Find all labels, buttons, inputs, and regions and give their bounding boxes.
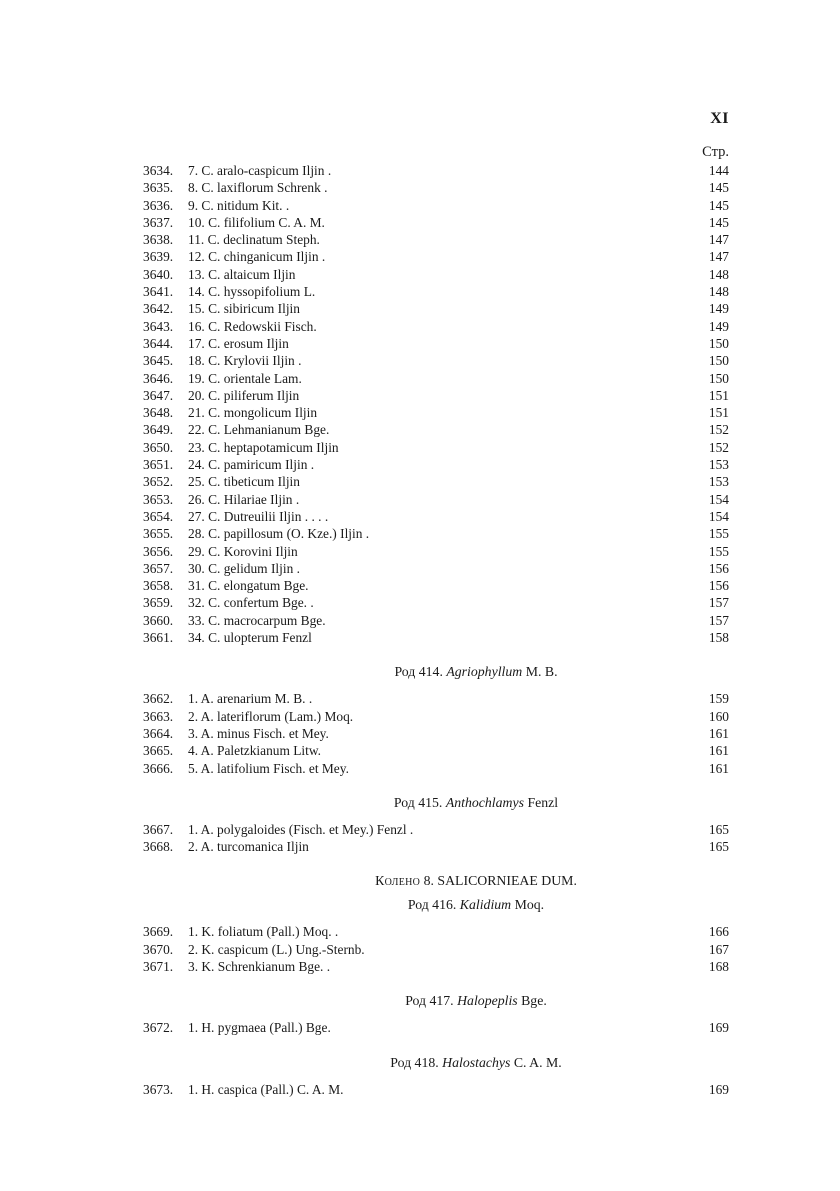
entry-page: 151 [708,405,729,421]
entry-number: 3637. [143,214,174,230]
entry-page: 160 [708,708,729,724]
entry-page: 150 [708,370,729,386]
index-entry [143,370,729,387]
entry-page: 157 [708,595,729,611]
index-entry [143,179,729,196]
entry-page: 151 [708,387,729,403]
entry-number: 3665. [143,743,174,759]
index-entry [143,725,729,742]
entry-page: 165 [708,821,729,837]
index-entry [143,491,729,508]
entry-name: 2. A. turcomanica Iljin [188,839,309,855]
entry-number: 3634. [143,163,174,178]
entry-name: 3. A. minus Fisch. et Mey. [188,725,329,741]
entry-page: 159 [708,691,729,707]
entry-name: 4. A. Paletzkianum Litw. [188,743,322,759]
entry-name: 1. A. arenarium M. B. . [188,691,313,707]
entry-name: 16. C. Redowskii Fisch. [188,318,317,334]
entry-name: 2. K. caspicum (L.) Ung.-Sternb. [188,941,365,957]
entry-number: 3652. [143,474,174,490]
index-entry [143,525,729,542]
entry-page: 167 [708,941,729,957]
entry-page: 147 [708,249,729,265]
genus-author: Moq. [514,897,545,913]
entry-name: 9. C. nitidum Kit. . [188,197,290,213]
entry-page: 155 [708,526,729,542]
entry-page: 153 [708,474,729,490]
entry-name: 28. C. papillosum (O. Kze.) Iljin . [188,526,370,542]
entry-page: 169 [708,1020,729,1036]
entry-number: 3649. [143,422,174,438]
entry-page: 169 [708,1081,729,1097]
entry-page: 157 [708,612,729,628]
entry-name: 3. K. Schrenkianum Bge. . [188,958,331,974]
genus-heading [183,664,769,680]
entry-page: 158 [708,630,729,646]
index-entry [143,421,729,438]
genus-author: Bge. [521,993,547,1009]
entry-number: 3646. [143,370,174,386]
entry-number: 3661. [143,630,174,646]
entry-page: 144 [708,163,729,178]
genus-name: Agriophyllum [446,664,523,680]
entry-number: 3654. [143,508,174,524]
entry-page: 156 [708,560,729,576]
index-entry [143,958,729,975]
genus-author: Fenzl [527,794,559,810]
entry-name: 30. C. gelidum Iljin . [188,560,300,576]
entry-number: 3642. [143,301,174,317]
entry-number: 3664. [143,725,174,741]
genus-heading [183,897,769,913]
index-entry [143,923,729,940]
entry-number: 3648. [143,405,174,421]
entry-number: 3638. [143,232,174,248]
entry-number: 3643. [143,318,174,334]
entry-number: 3639. [143,249,174,265]
entry-page: 161 [708,743,729,759]
index-entry [143,742,729,759]
index-entry [143,335,729,352]
tribe-name: 8. SALICORNIEAE DUM. [423,873,577,889]
entry-page: 161 [708,760,729,776]
entry-page: 147 [708,232,729,248]
entry-name: 20. C. piliferum Iljin [188,387,300,403]
index-entry [143,838,729,855]
entry-number: 3673. [143,1081,174,1097]
index-entry [143,266,729,283]
entry-name: 13. C. altaicum Iljin [188,266,296,282]
entry-name: 25. C. tibeticum Iljin [188,474,300,490]
index-entry [143,594,729,611]
entry-number: 3657. [143,560,174,576]
entry-number: 3669. [143,924,174,940]
index-entry [143,543,729,560]
genus-name: Anthochlamys [445,794,524,810]
index-entry [143,318,729,335]
genus-prefix: Род 414. [394,664,443,680]
entry-number: 3641. [143,284,174,300]
index-section [143,873,729,975]
entry-number: 3645. [143,353,174,369]
entry-number: 3659. [143,595,174,611]
index-entry [143,560,729,577]
genus-name: Kalidium [459,897,512,913]
entry-number: 3670. [143,941,174,957]
index-entry [143,577,729,594]
genus-heading [183,993,769,1009]
tribe-label: Колено [375,873,421,889]
genus-name: Halostachys [442,1054,511,1070]
entry-page: 168 [708,958,729,974]
index-entry [143,162,729,179]
index-entry [143,197,729,214]
entry-page: 148 [708,266,729,282]
genus-heading [183,1055,769,1071]
entry-number: 3650. [143,439,174,455]
tribe-heading [183,873,769,889]
index-entry [143,248,729,265]
entry-number: 3656. [143,543,174,559]
index-section [143,795,729,856]
entry-name: 31. C. elongatum Bge. [188,578,309,594]
entry-page: 149 [708,301,729,317]
index-entry [143,612,729,629]
entry-name: 34. C. ulopterum Fenzl [188,630,312,646]
entry-name: 22. C. Lehmanianum Bge. [188,422,330,438]
entry-number: 3672. [143,1020,174,1036]
entry-page: 154 [708,508,729,524]
entry-name: 1. H. caspica (Pall.) C. A. M. [188,1081,344,1097]
genus-heading [183,795,769,811]
entry-name: 32. C. confertum Bge. . [188,595,314,611]
entry-name: 7. C. aralo-caspicum Iljin . [188,163,332,178]
entry-name: 1. K. foliatum (Pall.) Moq. . [188,924,339,940]
entry-number: 3635. [143,180,174,196]
entry-name: 10. C. filifolium C. A. M. [188,214,325,230]
genus-prefix: Род 416. [407,897,457,913]
entry-page: 155 [708,543,729,559]
genus-prefix: Род 417. [405,993,454,1009]
entry-page: 150 [708,353,729,369]
entry-number: 3653. [143,491,174,507]
entry-page: 145 [708,214,729,230]
entry-number: 3651. [143,457,174,473]
index-entry [143,760,729,777]
genus-author: M. B. [525,664,558,680]
index-section [143,1055,729,1098]
index-entry [143,456,729,473]
entry-number: 3658. [143,578,174,594]
entry-page: 154 [708,491,729,507]
entry-page: 156 [708,578,729,594]
entry-name: 15. C. sibiricum Iljin [188,301,300,317]
index-section [143,664,729,776]
entry-number: 3666. [143,760,174,776]
entry-name: 19. C. orientale Lam. [188,370,302,386]
index-entry [143,231,729,248]
genus-name: Halopeplis [457,993,518,1009]
index-entry [143,629,729,646]
entry-number: 3668. [143,839,174,855]
entry-name: 24. C. pamiricum Iljin . [188,457,315,473]
entry-page: 148 [708,284,729,300]
index-entry [143,404,729,421]
entry-number: 3667. [143,821,174,837]
index-entry [143,1019,729,1036]
genus-prefix: Род 415. [393,794,443,810]
index-content [143,162,729,1098]
entry-name: 18. C. Krylovii Iljin . [188,353,302,369]
entry-name: 2. A. lateriflorum (Lam.) Moq. [188,708,354,724]
index-entry [143,690,729,707]
entry-page: 153 [708,457,729,473]
index-section [143,993,729,1036]
entry-name: 21. C. mongolicum Iljin [188,405,318,421]
entry-number: 3662. [143,691,174,707]
entry-name: 17. C. erosum Iljin [188,335,289,351]
entry-number: 3671. [143,958,174,974]
entry-page: 149 [708,318,729,334]
entry-name: 14. C. hyssopifolium L. [188,284,316,300]
index-entry [143,387,729,404]
index-entry [143,352,729,369]
entry-page: 166 [708,924,729,940]
index-section [143,162,729,646]
entry-page: 152 [708,422,729,438]
entry-number: 3636. [143,197,174,213]
index-entry [143,508,729,525]
page-number: XI [710,110,729,127]
entry-name: 8. C. laxiflorum Schrenk . [188,180,328,196]
entry-number: 3663. [143,708,174,724]
entry-page: 152 [708,439,729,455]
entry-number: 3655. [143,526,174,542]
genus-author: C. A. M. [513,1054,562,1070]
index-entry [143,708,729,725]
entry-name: 1. A. polygaloides (Fisch. et Mey.) Fenzl . [188,821,414,837]
entry-name: 26. C. Hilariae Iljin . [188,491,300,507]
entry-name: 5. A. latifolium Fisch. et Mey. [188,760,349,776]
entry-number: 3660. [143,612,174,628]
entry-number: 3647. [143,387,174,403]
index-entry [143,821,729,838]
entry-page: 145 [708,197,729,213]
index-entry [143,283,729,300]
entry-name: 33. C. macrocarpum Bge. [188,612,326,628]
index-entry [143,300,729,317]
entry-name: 23. C. heptapotamicum Iljin [188,439,339,455]
page-column-label: Стр. [702,144,729,160]
entry-page: 145 [708,180,729,196]
entry-page: 165 [708,839,729,855]
entry-number: 3644. [143,335,174,351]
entry-name: 11. C. declinatum Steph. [188,232,320,248]
index-entry [143,941,729,958]
entry-name: 29. C. Korovini Iljin [188,543,298,559]
entry-page: 161 [708,725,729,741]
index-entry [143,1081,729,1098]
entry-name: 1. H. pygmaea (Pall.) Bge. [188,1020,331,1036]
entry-number: 3640. [143,266,174,282]
entry-name: 12. C. chinganicum Iljin . [188,249,326,265]
index-entry [143,439,729,456]
index-entry [143,214,729,231]
index-entry [143,473,729,490]
entry-name: 27. C. Dutreuilii Iljin . . . . [188,508,329,524]
genus-prefix: Род 418. [390,1054,439,1070]
entry-page: 150 [708,335,729,351]
